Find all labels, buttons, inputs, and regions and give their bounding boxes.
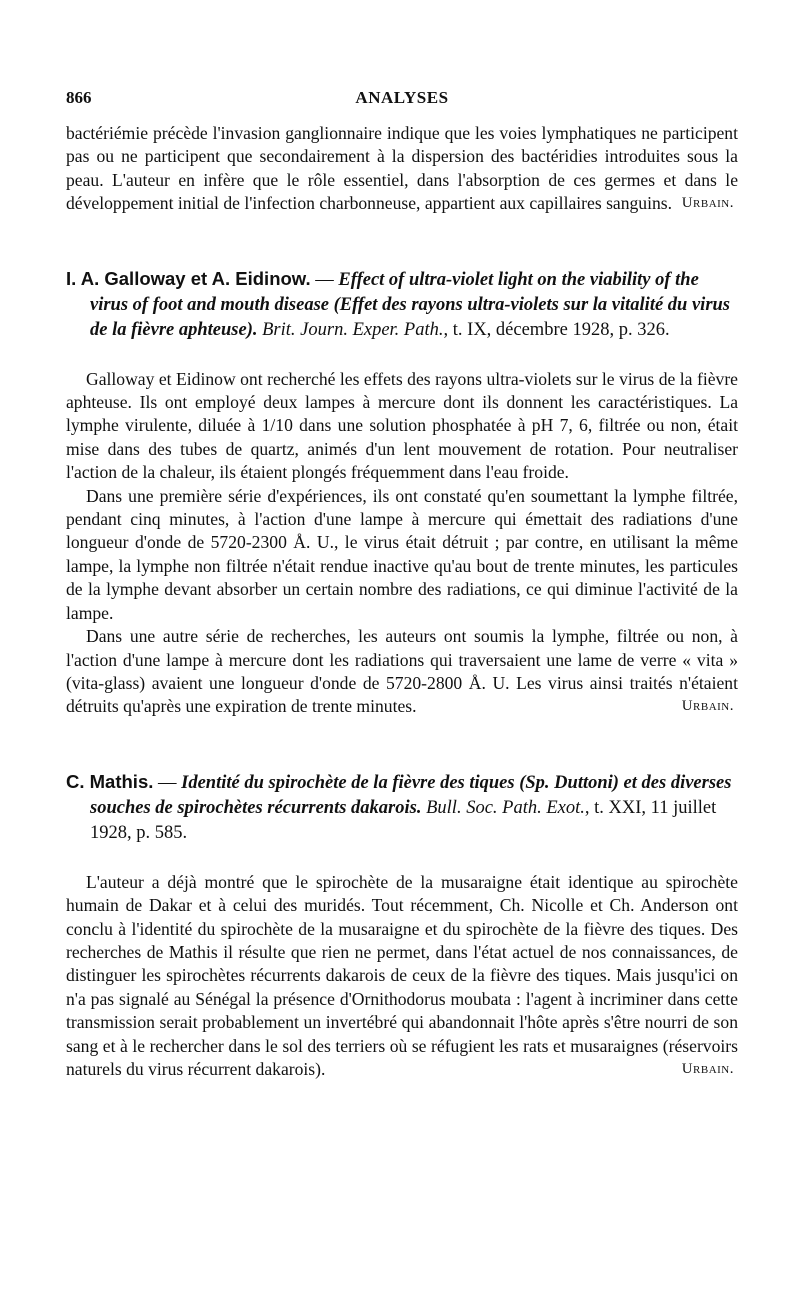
- abstract-paragraph: Galloway et Eidinow ont recherché les effets des rayons ultra-violets sur le virus de la fièvre aphteuse. Ils ont employé deux lampes à mercure dont ils donnent les caractéristiques. La lymphe virulente, diluée à 1/10 dans une solution phosphatée à pH 7, 6, filtrée ou non, était mise dans des tubes de quartz, animés d'un lent mouvement de rotation. Pour neutraliser l'action de la chaleur, ils étaient plongés fréquemment dans l'eau froide.: [66, 368, 738, 483]
- abstract-entry-galloway: [66, 266, 738, 719]
- abstract-paragraph-text: Dans une autre série de recherches, les auteurs ont soumis la lymphe, filtrée ou non, à l'action d'une lampe à mercure dont les radiations qui traversaient une lame de verre « vita » (vita-glass) avaient une longueur d'onde de 5720-2800 Å. U. Les virus ainsi traités n'étaient détruits qu'après une expiration de trente minutes.: [66, 626, 738, 717]
- continuation-paragraph: [66, 122, 738, 216]
- signature: Urbain.: [681, 1060, 734, 1077]
- continuation-text: bactériémie précède l'invasion ganglionnaire indique que les voies lymphatiques ne participent pas ou ne participent que secondairement à la dispersion des bactéridies introduites sous la peau. L'auteur en infère que le rôle essentiel, dans l'absorption de ces germes et dans le développement initial de l'infection charbonneuse, appartient aux capillaires sanguins.: [66, 123, 738, 214]
- citation-title: Identité du spirochète de la fièvre des tiques (Sp. Duttoni) et des diverses souches de spirochètes récurrents dakarois.: [90, 772, 732, 818]
- abstract-paragraph-text: L'auteur a déjà montré que le spirochète de la musaraigne était identique au spirochète humain de Dakar et à celui des muridés. Tout récemment, Ch. Nicolle et Ch. Anderson ont conclu à l'identité du spirochète de la musaraigne et du spirochète de la fièvre des tiques. Des recherches de Mathis il résulte que rien ne permet, dans l'état actuel de nos connaissances, de distinguer les spirochètes récurrents dakarois de ceux de la fièvre des tiques. Mais jusqu'ici on n'a pas signalé au Sénégal la présence d'Ornithodorus moubata : l'agent à incriminer dans cette transmission serait probablement un invertébré qui abandonnait l'hôte après s'être nourri de son sang et à le rechercher dans le sol des terriers où se réfugient les rats et musaraignes (réservoirs naturels du virus récurrent dakarois).: [66, 871, 738, 1079]
- signature: Urbain.: [681, 698, 734, 715]
- page-number: 866: [66, 88, 92, 107]
- citation-title: Effect of ultra-violet light on the viability of the virus of foot and mouth disease (Effet des rayons ultra-violets sur la vitalité du virus de la fièvre aphteuse).: [90, 269, 731, 340]
- citation-dash: —: [153, 772, 182, 793]
- citation-authors: I. A. Galloway et A. Eidinow.: [66, 267, 311, 289]
- abstract-entry-mathis: [66, 769, 738, 1082]
- citation-heading: [66, 769, 738, 846]
- citation-reference: , t. XXI, 11 juillet 1928, p. 585.: [90, 797, 717, 843]
- citation-dash: —: [310, 269, 339, 290]
- citation-journal: Brit. Journ. Exper. Path.: [262, 319, 444, 340]
- abstract-paragraph: Dans une première série d'expériences, ils ont constaté qu'en soumettant la lymphe filtrée, pendant cinq minutes, à l'action d'une lampe à mercure qui émettait des radiations d'une longueur d'onde de 5720-2300 Å. U., le virus était détruit ; par contre, en utilisant la même lampe, la lymphe non filtrée n'était rendue inactive qu'au bout de trente minutes, les particules de la lymphe devant absorber un certain nombre des radiations, ce qui diminue l'activité de la lampe.: [66, 485, 738, 623]
- abstract-paragraph: [66, 625, 738, 719]
- citation-journal: Bull. Soc. Path. Exot.: [426, 797, 585, 818]
- signature: Urbain.: [681, 195, 734, 212]
- abstract-paragraph: [66, 871, 738, 1082]
- citation-authors: C. Mathis.: [66, 770, 154, 792]
- running-head: ANALYSES: [355, 88, 449, 107]
- page: [66, 84, 738, 1081]
- citation-reference: , t. IX, décembre 1928, p. 326.: [443, 319, 670, 340]
- page-header: [66, 84, 738, 114]
- citation-heading: [66, 266, 738, 343]
